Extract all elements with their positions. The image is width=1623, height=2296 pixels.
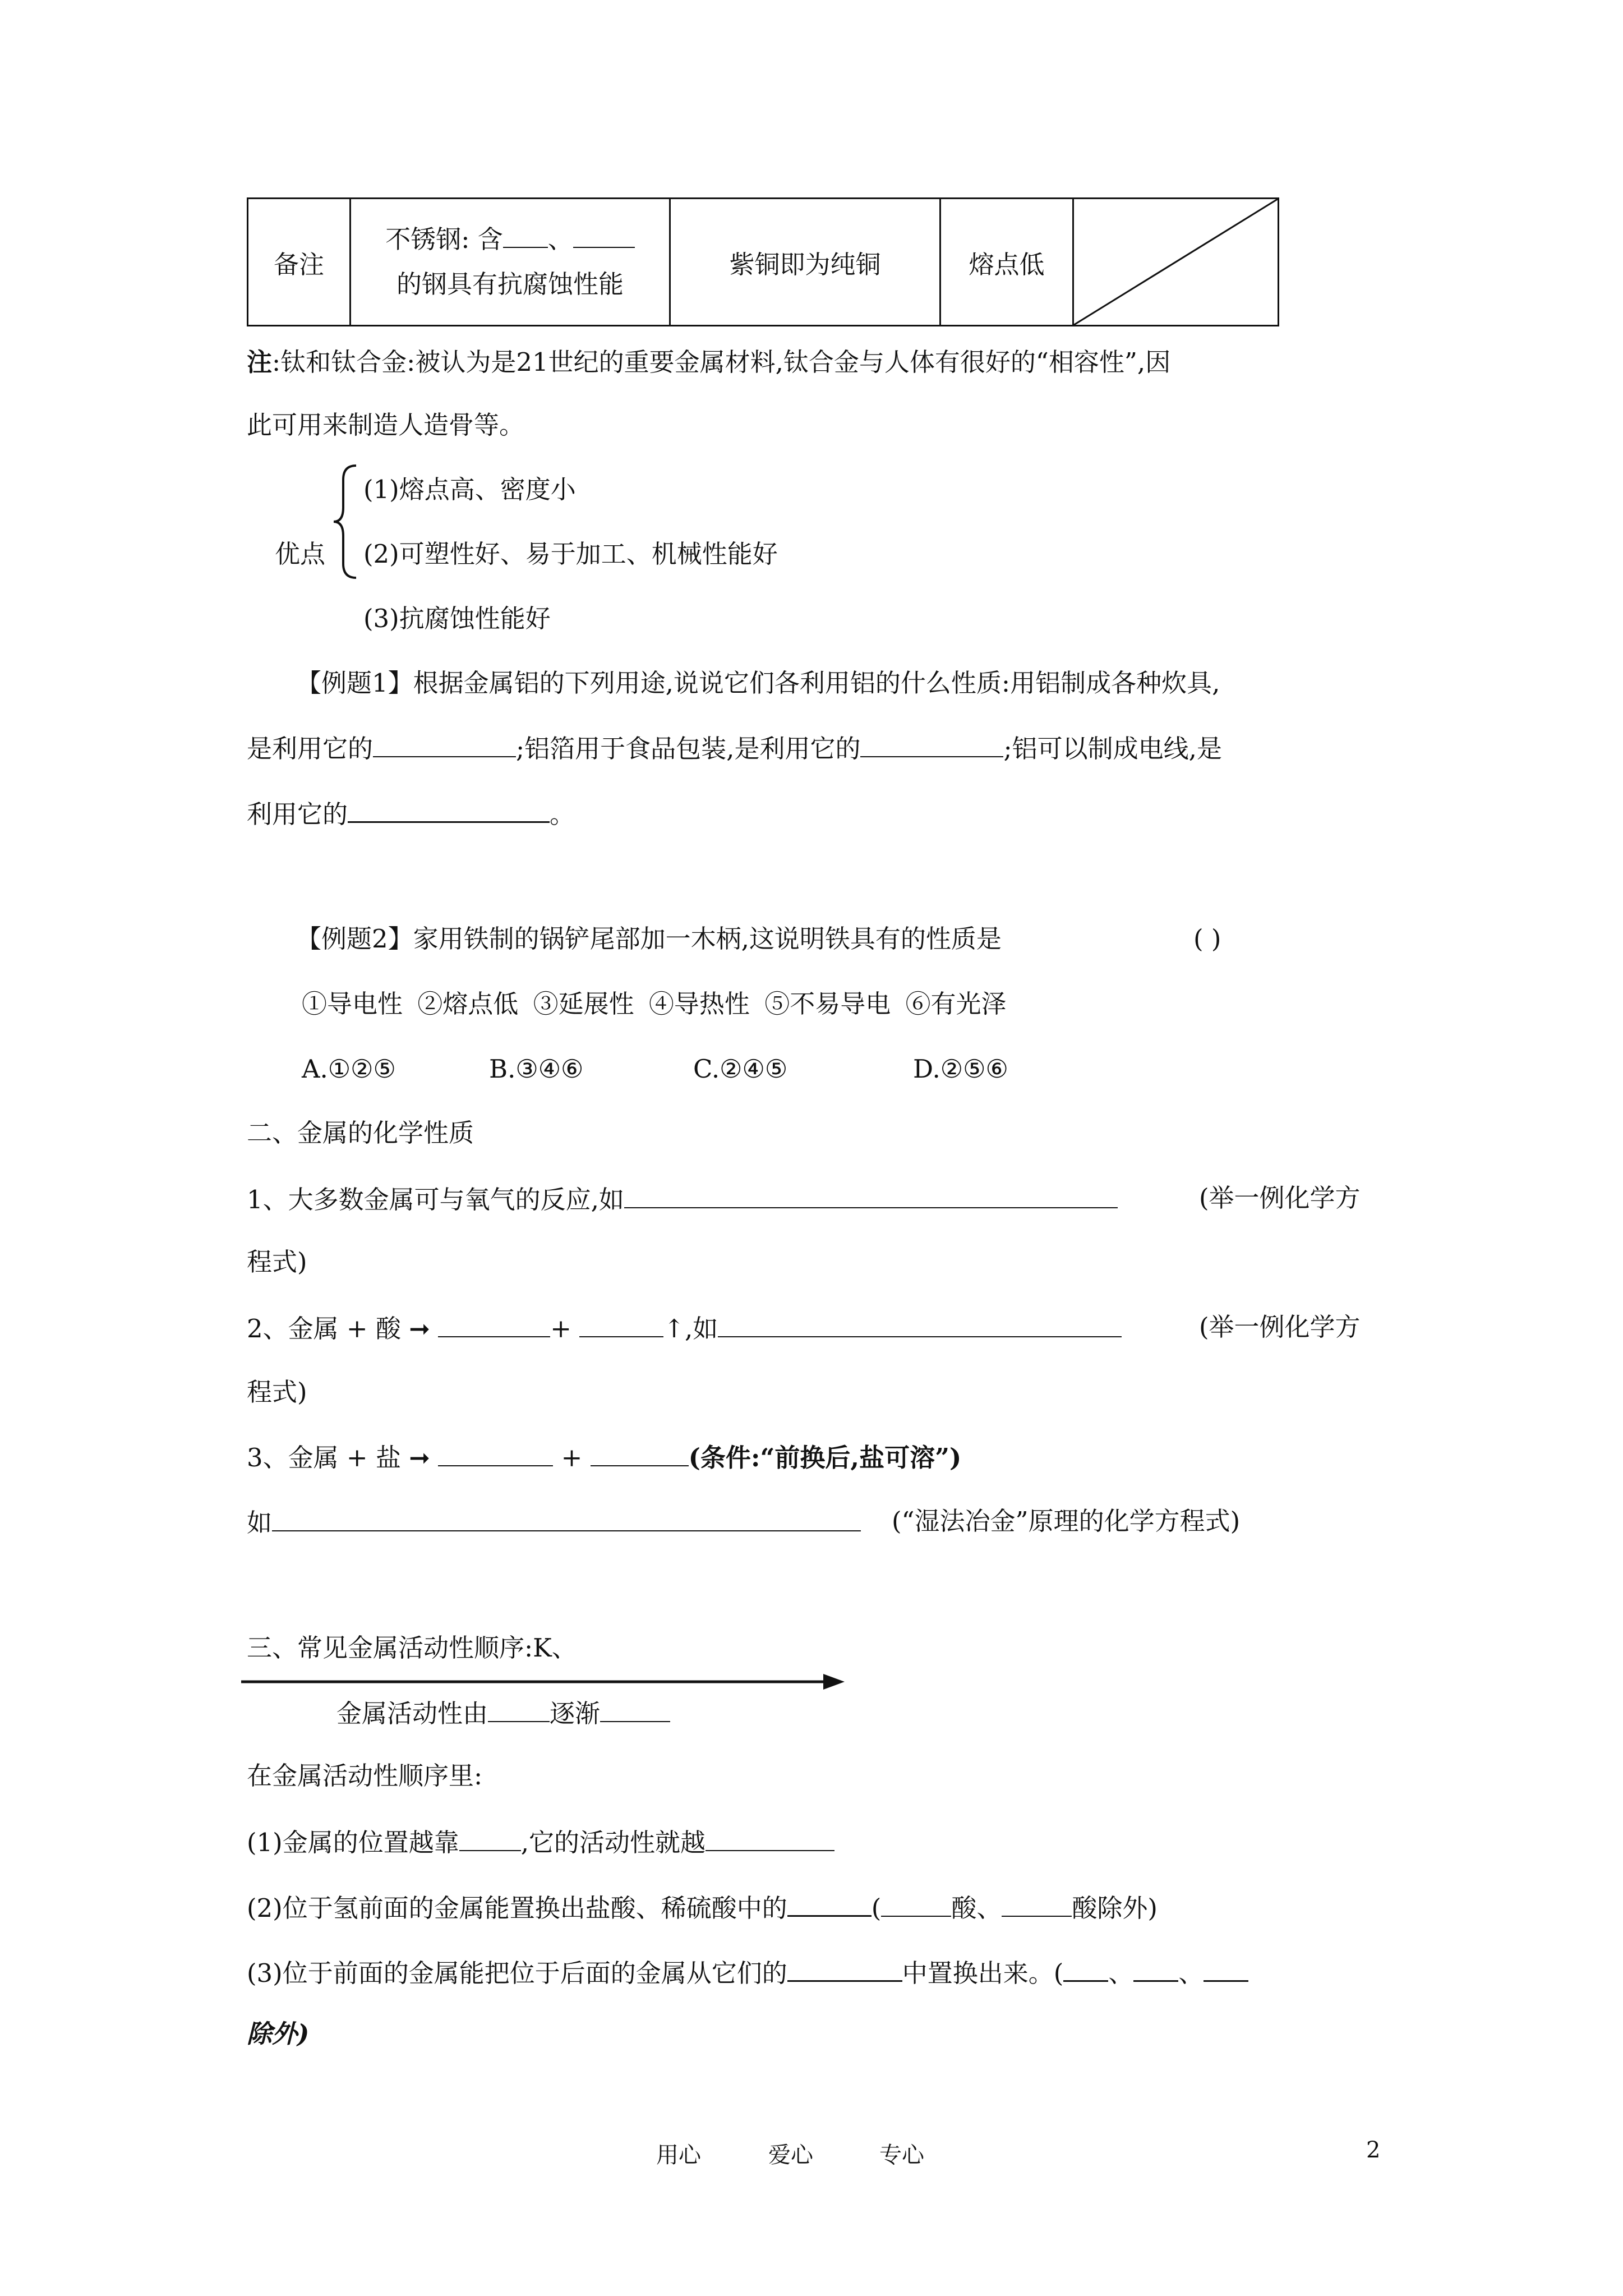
blank xyxy=(488,1695,550,1722)
blank xyxy=(718,1310,1122,1337)
option-b: B.③④⑥ xyxy=(489,1054,584,1084)
section2-item2-tail: (举一例化学方 xyxy=(1199,1312,1361,1342)
blank xyxy=(860,730,1003,757)
blank xyxy=(272,1504,861,1531)
section2-item3-tail: (“湿法冶金”原理的化学方程式) xyxy=(892,1506,1241,1536)
activity-arrow-icon xyxy=(240,1671,846,1693)
section2-item2: 2、金属 + 酸 ➞ + ↑,如 xyxy=(247,1310,1122,1346)
blank xyxy=(438,1439,553,1466)
option-c: C.②④⑤ xyxy=(693,1054,788,1084)
blank xyxy=(373,730,516,757)
activity-trend: 金属活动性由 逐渐 xyxy=(336,1695,670,1731)
rule-3-tail: 除外) xyxy=(247,2019,310,2049)
section2-item3: 3、金属 + 盐 ➞ + (条件:“前换后,盐可溶”) xyxy=(247,1439,961,1475)
blank xyxy=(787,1889,872,1917)
blank xyxy=(787,1954,902,1982)
advantage-item-1: (1)熔点高、密度小 xyxy=(363,475,576,504)
page-number: 2 xyxy=(1366,2137,1381,2163)
section2-item1-line2: 程式) xyxy=(247,1247,307,1277)
footer-slogan-2: 爱心 xyxy=(768,2142,813,2168)
rule-1: (1)金属的位置越靠 ,它的活动性就越 xyxy=(247,1824,834,1860)
example2-properties: ①导电性 ②熔点低 ③延展性 ④导热性 ⑤不易导电 ⑥有光泽 xyxy=(302,989,1007,1019)
blank xyxy=(881,1890,951,1917)
blank xyxy=(591,1439,689,1466)
low-melting-cell: 熔点低 xyxy=(940,199,1073,326)
blank xyxy=(348,795,550,823)
note-table xyxy=(247,197,1279,326)
blank xyxy=(706,1824,834,1851)
table-label-cell: 备注 xyxy=(248,199,351,326)
example1-line3: 利用它的 。 xyxy=(247,795,575,831)
copper-cell: 紫铜即为纯铜 xyxy=(670,199,940,326)
section2-item3-line2: 如 xyxy=(247,1504,861,1540)
rule-3: (3)位于前面的金属能把位于后面的金属从它们的 中置换出来。( 、 、 xyxy=(247,1954,1248,1990)
section3-title: 三、常见金属活动性顺序:K、 xyxy=(247,1633,577,1663)
example1-line2: 是利用它的 ;铝箔用于食品包装,是利用它的 ;铝可以制成电线,是 xyxy=(247,730,1222,766)
brace-icon xyxy=(331,463,359,581)
advantages-label: 优点 xyxy=(275,539,326,569)
rule-2: (2)位于氢前面的金属能置换出盐酸、稀硫酸中的 ( 酸、 酸除外) xyxy=(247,1889,1158,1925)
section2-item1: 1、大多数金属可与氧气的反应,如 xyxy=(247,1181,1118,1217)
example2-question: 【例题2】家用铁制的锅铲尾部加一木柄,这说明铁具有的性质是 xyxy=(296,924,1002,954)
blank xyxy=(503,221,548,248)
blank xyxy=(579,1310,663,1337)
blank xyxy=(438,1310,550,1337)
option-d: D.②⑤⑥ xyxy=(913,1054,1008,1084)
diagonal-line xyxy=(1074,199,1278,325)
blank xyxy=(1002,1890,1072,1917)
blank xyxy=(600,1695,670,1722)
blank xyxy=(459,1824,521,1851)
section2-item2-line2: 程式) xyxy=(247,1377,307,1407)
blank xyxy=(1063,1954,1108,1982)
section2-item1-tail: (举一例化学方 xyxy=(1199,1183,1361,1213)
note-line2: 此可用来制造人造骨等。 xyxy=(247,410,525,440)
example1-line1: 【例题1】根据金属铝的下列用途,说说它们各利用铝的什么性质:用铝制成各种炊具, xyxy=(296,668,1220,698)
option-a: A.①②⑤ xyxy=(302,1054,396,1084)
advantage-item-3: (3)抗腐蚀性能好 xyxy=(363,604,551,633)
stainless-steel-cell: 不锈钢: 含 、 的钢具有抗腐蚀性能 xyxy=(351,199,670,326)
diagonal-empty-cell xyxy=(1073,199,1279,326)
footer-slogan-3: 专心 xyxy=(879,2142,924,2168)
answer-parentheses: ( ) xyxy=(1193,924,1221,954)
blank xyxy=(573,221,635,248)
blank xyxy=(1204,1954,1248,1982)
section2-title: 二、金属的化学性质 xyxy=(247,1118,474,1148)
advantage-item-2: (2)可塑性好、易于加工、机械性能好 xyxy=(363,539,778,569)
blank xyxy=(1133,1954,1178,1982)
blank xyxy=(624,1181,1118,1208)
note-line1: 注:钛和钛合金:被认为是21世纪的重要金属材料,钛合金与人体有很好的“相容性”,因 xyxy=(247,347,1171,377)
footer-slogan-1: 用心 xyxy=(656,2142,701,2168)
section3-intro: 在金属活动性顺序里: xyxy=(247,1761,483,1791)
